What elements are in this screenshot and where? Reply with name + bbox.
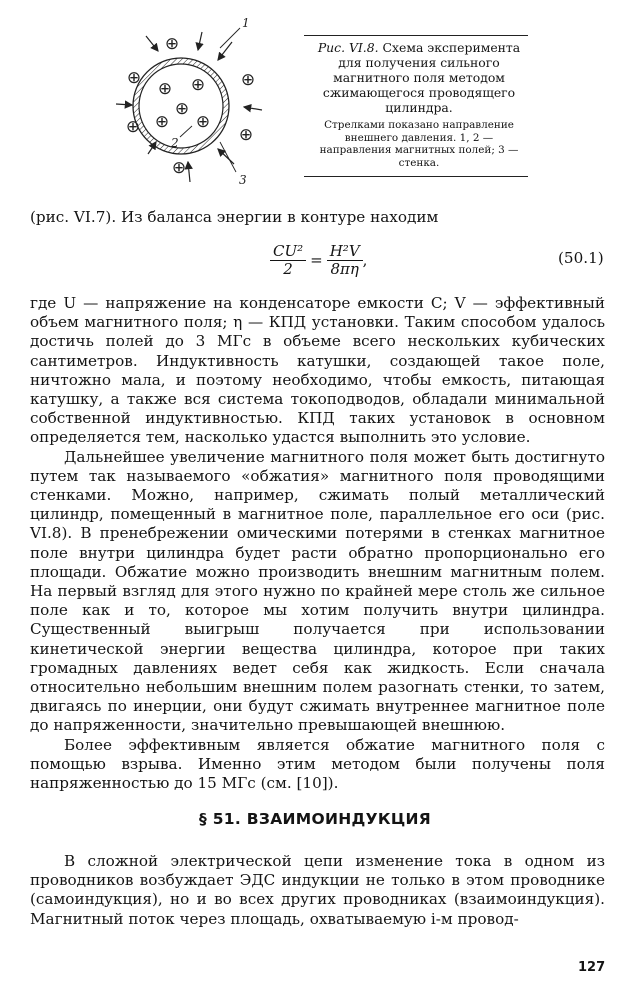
page-number: 127 <box>578 960 606 975</box>
caption-main <box>308 40 530 115</box>
pressure-arrow <box>244 107 262 110</box>
caption-text: Схема эксперимента для получения сильного магнитного поля методом сжимающегося проводящего цилиндра. <box>322 40 521 115</box>
lhs-numerator: CU² <box>270 243 306 261</box>
plus-symbol: ⊕ <box>154 112 170 132</box>
pressure-arrow <box>218 42 232 60</box>
rhs-numerator: H²V <box>327 243 363 261</box>
pressure-arrow <box>146 36 158 51</box>
paragraph-definitions: где U — напряжение на конденсаторе емкости C; V — эффективный объем магнитного поля; η — КПД установки. Таким способом удалось достичь полей до 3 МГс в объеме всего нескольких кубических сантиметров. Индуктивность катушки, создающей такое поле, ничтожно мала, и поэтому необходимо, чтобы емкость, питающая катушку, а также вся система токоподводов, обладали минимальной собственной индуктивностью. КПД таких установок в основном определяется тем, насколько удастся выполнить это условие. <box>30 294 605 447</box>
plus-symbol: ⊕ <box>157 79 173 99</box>
plus-symbol: ⊕ <box>190 75 206 95</box>
equation-lhs <box>270 243 306 278</box>
equation-trailing: , <box>362 251 368 269</box>
plus-symbol: ⊕ <box>195 112 211 132</box>
callout-1: 1 <box>242 16 250 30</box>
pressure-arrow <box>188 162 190 182</box>
caption-rule-top <box>304 35 528 36</box>
caption-note: Стрелками показано направление внешнего давления. 1, 2 — направления магнитных полей; 3 — стенка. <box>319 119 519 169</box>
callout-2: 2 <box>171 136 179 150</box>
plus-symbol: ⊕ <box>164 34 180 54</box>
main-body <box>30 294 605 793</box>
lhs-denominator: 2 <box>283 259 293 278</box>
pressure-arrow <box>198 32 202 50</box>
lead-line-text: (рис. VI.7). Из баланса энергии в контуре находим <box>30 208 439 226</box>
mutual-induction-body <box>30 852 605 929</box>
paragraph-compression: Дальнейшее увеличение магнитного поля может быть достигнуто путем так называемого «обжатия» магнитного поля проводящими стенками. Можно, например, сжимать полый металлический цилиндр, помещенный в магнитное поле, параллельное его оси (рис. VI.8). В пренебрежении омическими потерями в стенках магнитное поле внутри цилиндра будет расти обратно пропорционально его площади. Обжатие можно производить внешним магнитным полем. На первый взгляд для этого нужно по крайней мере столь же сильное поле как и то, которое мы хотим получить внутри цилиндра. Существенный выигрыш получается при использовании кинетической энергии вещества цилиндра, которое при таких громадных давлениях ведет себя как жидкость. Если сначала относительно небольшим внешним полем разогнать стенки, то затем, двигаясь по инерции, они будут сжимать внутреннее магнитное поле до напряженности, значительно превышающей внешнюю. <box>30 447 605 735</box>
caption-label: Рис. VI.8. <box>317 40 379 55</box>
plus-symbol: ⊕ <box>174 99 190 119</box>
equals-sign: = <box>310 251 323 269</box>
equation-50-1 <box>270 240 367 280</box>
figure-caption <box>308 40 530 169</box>
equation-number: (50.1) <box>558 249 604 267</box>
paragraph-mutual-induction: В сложной электрической цепи изменение тока в одном из проводников возбуждает ЭДС индукции не только в этом проводнике (самоиндукция), но и во всех других проводниках (взаимоиндукция). Магнитный поток через площадь, охватываемую i-м провод- <box>30 852 605 928</box>
plus-symbol: ⊕ <box>125 117 141 137</box>
lead-line <box>30 208 605 227</box>
section-heading: § 51. ВЗАИМОИНДУКЦИЯ <box>198 810 432 828</box>
plus-symbol: ⊕ <box>240 70 256 90</box>
equation-rhs <box>327 243 363 278</box>
plus-symbol: ⊕ <box>238 125 254 145</box>
plus-symbol: ⊕ <box>126 68 142 88</box>
compressing-cylinder-diagram <box>108 14 278 184</box>
callout-3: 3 <box>239 173 247 184</box>
rhs-denominator: 8πη <box>330 259 359 278</box>
paragraph-explosion: Более эффективным является обжатие магнитного поля с помощью взрыва. Именно этим методом были получены поля напряженностью до 15 МГс (см. [10]). <box>30 735 605 793</box>
caption-rule-bottom <box>304 176 528 177</box>
pressure-arrow <box>116 104 132 105</box>
pressure-arrow <box>218 149 234 164</box>
plus-symbol: ⊕ <box>171 158 187 178</box>
